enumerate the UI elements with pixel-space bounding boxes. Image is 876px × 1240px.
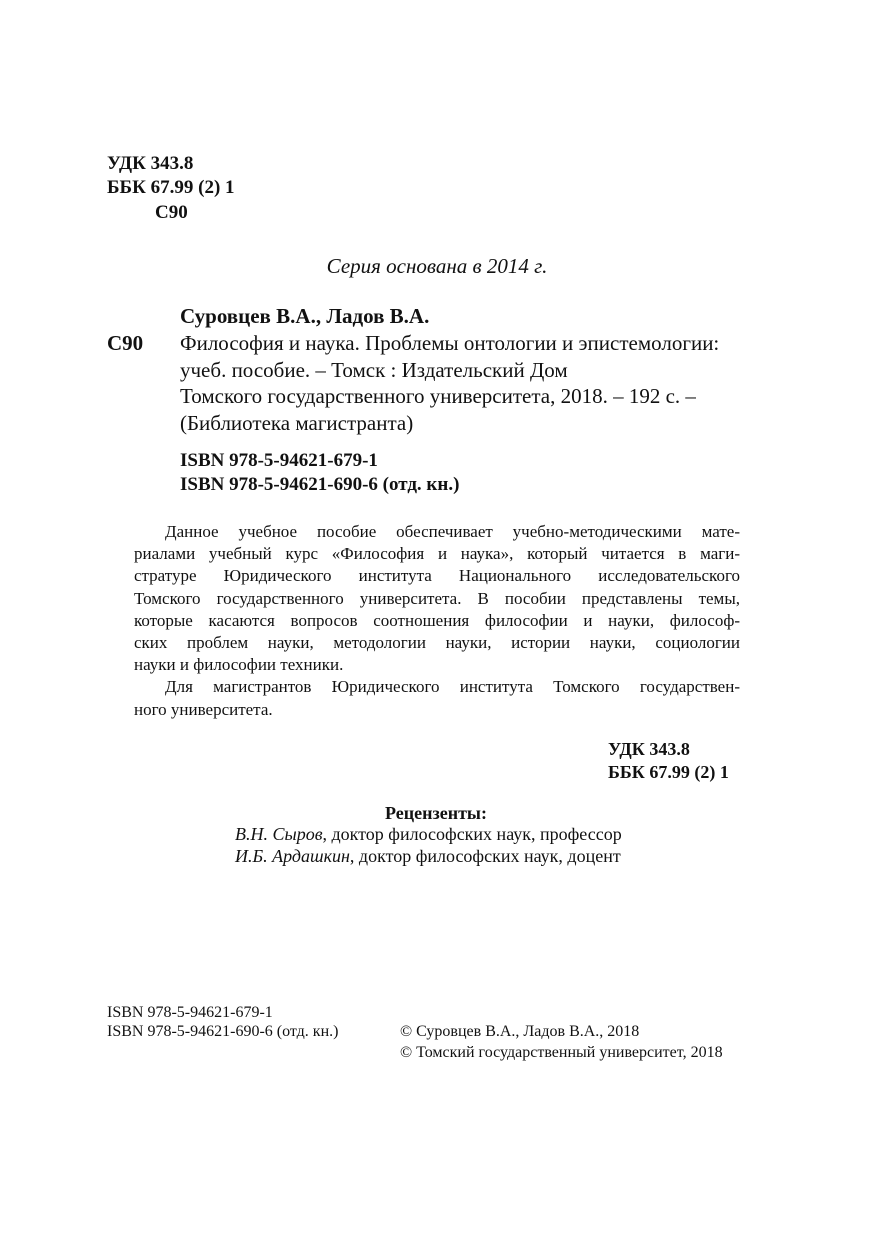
footer-isbn-1: ISBN 978-5-94621-679-1 — [107, 1004, 273, 1021]
reviewer-item — [235, 823, 622, 845]
bibliographic-description — [180, 330, 719, 436]
abstract-line: риалами учебный курс «Философия и наука», который читается в маги- — [134, 544, 740, 564]
series-note-text: Серия основана в 2014 г. — [326, 254, 548, 278]
biblio-line: Томского государственного университета, 2018. – 192 с. – — [180, 384, 696, 408]
reviewer-desc: , доктор философских наук, доцент — [349, 846, 621, 866]
bbk-code-repeat: ББК 67.99 (2) 1 — [608, 762, 729, 782]
abstract-line: стратуре Юридического института Национального исследовательского — [134, 566, 740, 586]
abstract-line: ских проблем науки, методологии науки, истории науки, социологии — [134, 633, 740, 653]
isbn-2: ISBN 978-5-94621-690-6 (отд. кн.) — [180, 474, 460, 495]
udk-code: УДК 343.8 — [107, 153, 194, 174]
isbn-block — [180, 449, 459, 497]
abstract-line: науки и философии техники. — [134, 655, 344, 675]
copyright-authors: © Суровцев В.А., Ладов В.А., 2018 — [400, 1023, 640, 1040]
udk-code-repeat: УДК 343.8 — [608, 739, 690, 759]
biblio-line: Философия и наука. Проблемы онтологии и эпистемологии: — [180, 331, 720, 355]
reviewer-name: В.Н. Сыров — [235, 824, 323, 844]
reviewers-title: Рецензенты: — [385, 803, 487, 823]
isbn-1: ISBN 978-5-94621-679-1 — [180, 450, 378, 471]
abstract-line: Данное учебное пособие обеспечивает учебно-методическими мате- — [165, 522, 740, 541]
copyright-university: © Томский государственный университет, 2018 — [400, 1044, 723, 1061]
biblio-line: (Библиотека магистранта) — [180, 410, 414, 435]
reviewer-name: И.Б. Ардашкин — [235, 846, 350, 866]
entry-author-code: С90 — [107, 331, 144, 355]
footer-isbn-2: ISBN 978-5-94621-690-6 (отд. кн.) — [107, 1023, 339, 1040]
abstract-line: которые касаются вопросов соотношения философии и науки, философ- — [134, 610, 740, 630]
author-code: С90 — [155, 202, 188, 223]
series-note — [0, 253, 876, 279]
biblio-line: учеб. пособие. – Томск : Издательский Дом — [180, 357, 568, 382]
abstract-line: ного университета. — [134, 699, 273, 719]
abstract-line: Томского государственного университета. В пособии представлены темы, — [134, 588, 740, 608]
abstract-line: Для магистрантов Юридического института Томского государствен- — [165, 677, 740, 697]
reviewer-desc: , доктор философских наук, профессор — [322, 824, 622, 844]
abstract — [134, 521, 740, 721]
bbk-code: ББК 67.99 (2) 1 — [107, 177, 235, 198]
authors: Суровцев В.А., Ладов В.А. — [180, 304, 430, 328]
reviewer-item — [235, 845, 621, 867]
